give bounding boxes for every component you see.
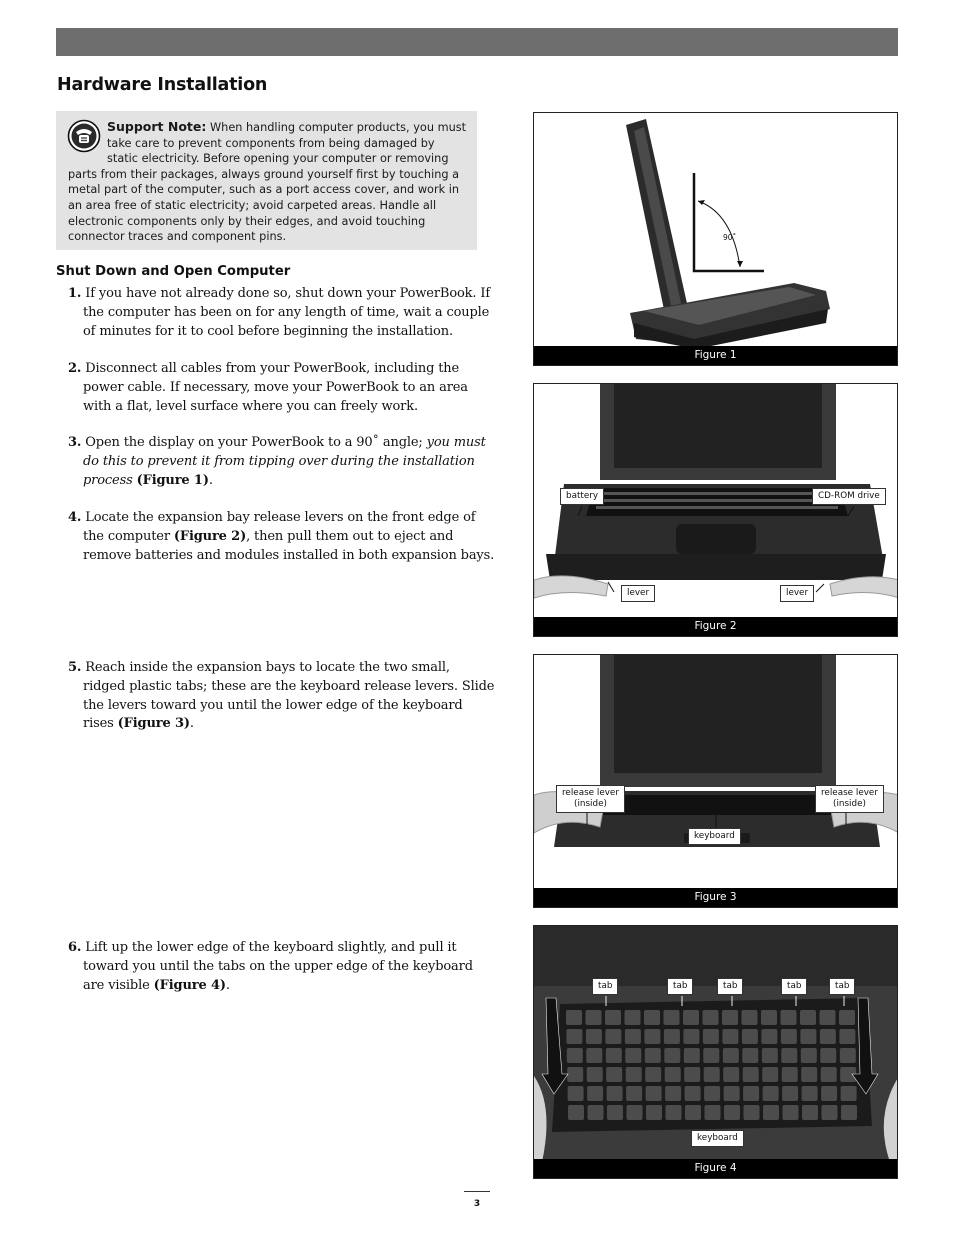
step-4: 4. Locate the expansion bay release levers on the front edge of the computer (Figure 2), then pull them out to eject and remove batteries and modules installed in both expansion bays.	[68, 510, 495, 563]
figure-4	[533, 925, 898, 1179]
support-note-box	[56, 111, 477, 250]
right-release-lever-label: release lever (inside)	[815, 785, 884, 813]
tab-label-4: tab	[781, 978, 807, 995]
keyboard-label: keyboard	[688, 828, 741, 845]
step-1: 1. If you have not already done so, shut down your PowerBook. If the computer has been on for any length of time, wait a couple of minutes for it to cool before beginning the installation.	[68, 286, 491, 339]
figure-2-caption: Figure 2	[534, 617, 897, 636]
step-6: 6. Lift up the lower edge of the keyboard slightly, and pull it toward you until the tabs on the upper edge of the keyboard are visible (Figure 4).	[68, 940, 473, 993]
tab-label-5: tab	[829, 978, 855, 995]
step-2: 2. Disconnect all cables from your PowerBook, including the power cable. If necessary, move your PowerBook to an area with a flat, level surface where you can freely work.	[68, 361, 468, 414]
figure-1-caption: Figure 1	[534, 346, 897, 365]
figure-3-caption: Figure 3	[534, 888, 897, 907]
page-number-rule	[464, 1191, 490, 1192]
step-3: 3. Open the display on your PowerBook to a 90˚ angle; you must do this to prevent it from tipping over during the installation process (Figure 1).	[68, 435, 486, 488]
tab-label-1: tab	[592, 978, 618, 995]
laptop-side-illustration	[534, 113, 898, 366]
header-bar	[56, 28, 898, 56]
angle-label: 90˚	[723, 233, 737, 242]
page-number: 3	[473, 1199, 481, 1209]
cdrom-drive-label: CD-ROM drive	[812, 488, 886, 505]
phone-support-icon	[67, 119, 101, 153]
section-title: Shut Down and Open Computer	[56, 264, 291, 279]
figure-4-caption: Figure 4	[534, 1159, 897, 1178]
tab-label-2: tab	[667, 978, 693, 995]
support-note-title: Support Note:	[107, 119, 207, 134]
tab-label-3: tab	[717, 978, 743, 995]
step-5: 5. Reach inside the expansion bays to locate the two small, ridged plastic tabs; these are the keyboard release levers. Slide the levers toward you until the lower edge of the keyboard rises (Figure 3).	[68, 660, 495, 732]
right-lever-label: lever	[780, 585, 814, 602]
figure-1	[533, 112, 898, 366]
laptop-front-illustration	[534, 384, 898, 637]
keyboard-label: keyboard	[691, 1130, 744, 1147]
keyboard-release-illustration	[534, 655, 898, 908]
left-lever-label: lever	[621, 585, 655, 602]
page-title: Hardware Installation	[57, 75, 268, 95]
figure-2	[533, 383, 898, 637]
left-release-lever-label: release lever (inside)	[556, 785, 625, 813]
battery-label: battery	[560, 488, 604, 505]
figure-3	[533, 654, 898, 908]
support-note-text: When handling computer products, you must take care to prevent components from being damaged by static electricity. Before opening your computer or removing parts from their packages, always ground yourself first by touching a metal part of the computer, such as a port access cover, and work in an area free of static electricity; avoid carpeted areas. Handle all electronic components only by their edges, and avoid touching connector traces and component pins.	[68, 121, 467, 244]
